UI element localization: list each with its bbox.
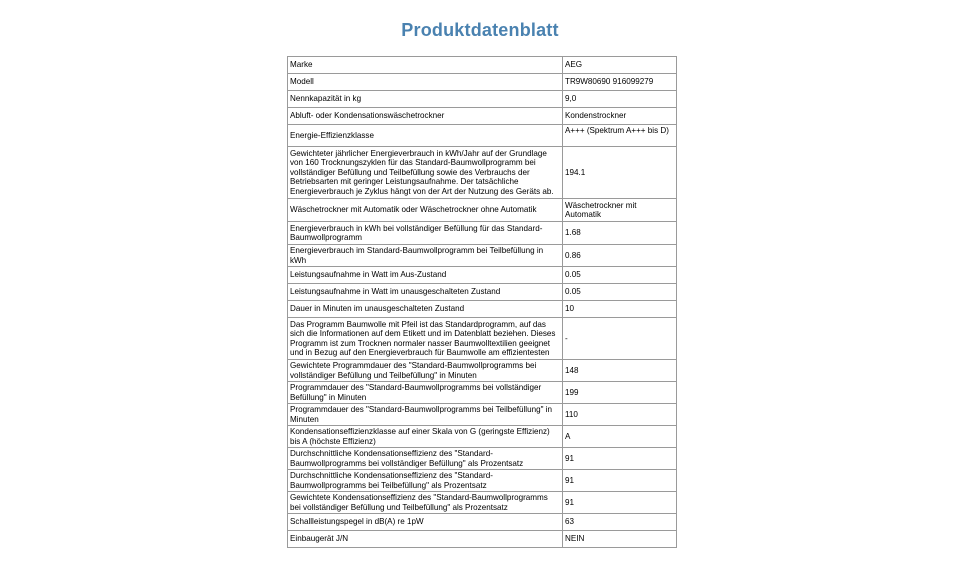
- row-label: Energieverbrauch in kWh bei vollständiger Befüllung für das Standard-Baumwollprogramm: [288, 222, 563, 245]
- row-value: Wäschetrockner mit Automatik: [563, 199, 677, 222]
- table-row: [288, 57, 677, 74]
- row-value: 0.05: [563, 284, 677, 301]
- table-row: [288, 147, 677, 199]
- row-label: Wäschetrockner mit Automatik oder Wäschetrockner ohne Automatik: [288, 199, 563, 222]
- row-value: 63: [563, 514, 677, 531]
- table-row: [288, 267, 677, 284]
- product-data-table: [287, 56, 677, 548]
- row-value: 10: [563, 301, 677, 318]
- row-value: AEG: [563, 57, 677, 74]
- row-label: Schallleistungspegel in dB(A) re 1pW: [288, 514, 563, 531]
- row-value: 1.68: [563, 222, 677, 245]
- row-label: Abluft- oder Kondensationswäschetrockner: [288, 108, 563, 125]
- row-label: Programmdauer des "Standard-Baumwollprogramms bei vollständiger Befüllung" in Minuten: [288, 382, 563, 404]
- row-label: Programmdauer des "Standard-Baumwollprogramms bei Teilbefüllung" in Minuten: [288, 404, 563, 426]
- row-label: Marke: [288, 57, 563, 74]
- table-row: [288, 318, 677, 360]
- row-value: 110: [563, 404, 677, 426]
- row-label: Dauer in Minuten im unausgeschalteten Zustand: [288, 301, 563, 318]
- row-label: Durchschnittliche Kondensationseffizienz des "Standard-Baumwollprogramms bei vollständiger Befüllung" als Prozentsatz: [288, 448, 563, 470]
- row-value: A: [563, 426, 677, 448]
- row-label: Leistungsaufnahme in Watt im unausgeschalteten Zustand: [288, 284, 563, 301]
- row-value: 91: [563, 470, 677, 492]
- table-row: [288, 470, 677, 492]
- row-label: Das Programm Baumwolle mit Pfeil ist das Standardprogramm, auf das sich die Informationen auf dem Etikett und im Datenblatt beziehen. Dieses Programm ist zum Trocknen normaler nasser Baumwolltextilien geeignet und in Bezug auf den Energieverbrauch für Baumwolle am effizientesten: [288, 318, 563, 360]
- table-row: [288, 492, 677, 514]
- row-value: NEIN: [563, 531, 677, 548]
- table-row: [288, 382, 677, 404]
- table-row: [288, 199, 677, 222]
- row-value: 0.05: [563, 267, 677, 284]
- table-row: [288, 91, 677, 108]
- table-row: [288, 284, 677, 301]
- row-label: Gewichteter jährlicher Energieverbrauch in kWh/Jahr auf der Grundlage von 160 Trocknungszyklen für das Standard-Baumwollprogramm bei vollständiger Befüllung und Teilbefüllung sowie des Verbrauchs der Betriebsarten mit geringer Leistungsaufnahme. Der tatsächliche Energieverbrauch je Zyklus hängt von der Art der Nutzung des Geräts ab.: [288, 147, 563, 199]
- row-value: TR9W80690 916099279: [563, 74, 677, 91]
- table-row: [288, 108, 677, 125]
- row-label: Durchschnittliche Kondensationseffizienz des "Standard-Baumwollprogramms bei Teilbefüllung" als Prozentsatz: [288, 470, 563, 492]
- table-row: [288, 531, 677, 548]
- row-label: Einbaugerät J/N: [288, 531, 563, 548]
- table-row: [288, 448, 677, 470]
- table-row: [288, 426, 677, 448]
- row-label: Energie-Effizienzklasse: [288, 125, 563, 147]
- table-row: [288, 125, 677, 147]
- row-label: Energieverbrauch im Standard-Baumwollprogramm bei Teilbefüllung in kWh: [288, 245, 563, 267]
- row-label: Gewichtete Kondensationseffizienz des "Standard-Baumwollprogramms bei vollständiger Befüllung und Teilbefüllung" als Prozentsatz: [288, 492, 563, 514]
- table-row: [288, 360, 677, 382]
- table-row: [288, 514, 677, 531]
- row-value: 91: [563, 448, 677, 470]
- row-value: 91: [563, 492, 677, 514]
- row-value: 199: [563, 382, 677, 404]
- row-value: 194.1: [563, 147, 677, 199]
- table-row: [288, 74, 677, 91]
- table-row: [288, 301, 677, 318]
- row-value: 148: [563, 360, 677, 382]
- row-value: 9,0: [563, 91, 677, 108]
- row-label: Leistungsaufnahme in Watt im Aus-Zustand: [288, 267, 563, 284]
- row-label: Modell: [288, 74, 563, 91]
- row-label: Kondensationseffizienzklasse auf einer Skala von G (geringste Effizienz) bis A (höchste Effizienz): [288, 426, 563, 448]
- row-value: A+++ (Spektrum A+++ bis D): [563, 125, 677, 147]
- page-title: Produktdatenblatt: [401, 20, 559, 40]
- row-label: Nennkapazität in kg: [288, 91, 563, 108]
- row-value: Kondenstrockner: [563, 108, 677, 125]
- table-row: [288, 245, 677, 267]
- row-value: 0.86: [563, 245, 677, 267]
- row-label: Gewichtete Programmdauer des "Standard-Baumwollprogramms bei vollständiger Befüllung und Teilbefüllung" in Minuten: [288, 360, 563, 382]
- row-value: -: [563, 318, 677, 360]
- table-row: [288, 404, 677, 426]
- table-row: [288, 222, 677, 245]
